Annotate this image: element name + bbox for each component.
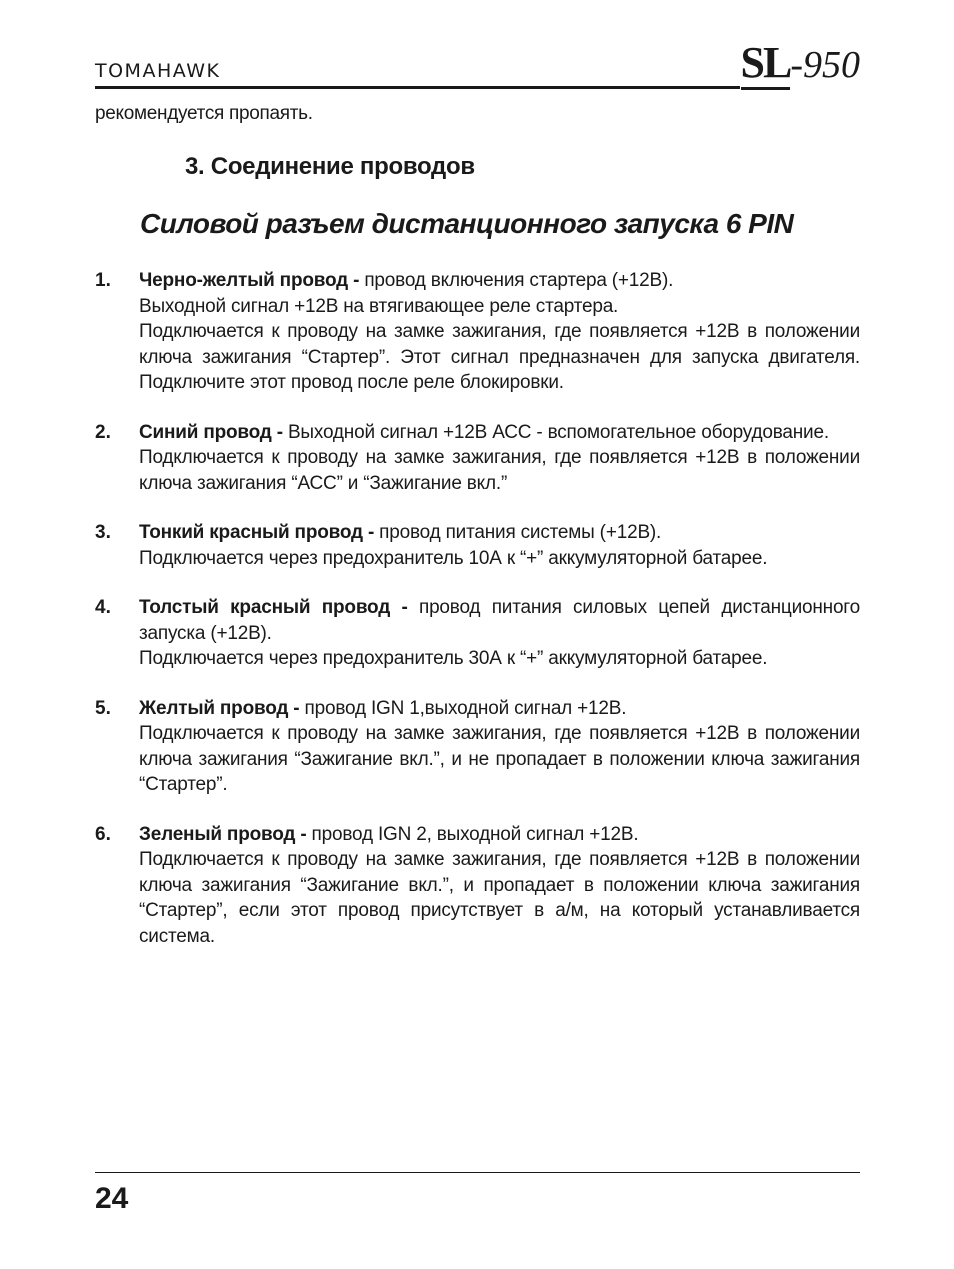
wire-description: провод IGN 2, выходной сигнал +12В.: [306, 823, 639, 845]
model-prefix: SL: [741, 38, 791, 90]
model-logo: [741, 38, 860, 90]
wire-name: Тонкий красный провод -: [139, 522, 375, 543]
item-first-line: [139, 822, 860, 848]
wire-description: провод IGN 1,выходной сигнал +12В.: [299, 697, 627, 719]
item-paragraph: Подключается к проводу на замке зажигания, где появляется +12В в положении ключа зажигания “Зажигание вкл.”, и пропадает в положении ключа зажигания “Стартер”, если этот провод присутствует в а/м, на который устанавливается система.: [139, 849, 860, 947]
item-number: 4.: [95, 597, 111, 618]
item-body: [139, 520, 860, 571]
item-paragraph: Подключается к проводу на замке зажигания, где появляется +12В в положении ключа зажигания “Стартер”. Этот сигнал предназначен для запуска двигателя. Подключите этот провод после реле блокировки.: [139, 321, 860, 393]
page-header: [95, 38, 860, 96]
wire-description: провод питания системы (+12В).: [374, 522, 662, 543]
list-item: [95, 595, 860, 672]
item-first-line: [139, 420, 860, 446]
wire-list: [95, 268, 860, 973]
item-number: 5.: [95, 697, 111, 719]
item-body: [139, 822, 860, 950]
item-number: 3.: [95, 522, 111, 543]
wire-description: провод включения стартера (+12В).: [359, 270, 674, 291]
brand-name: TOMAHAWK: [95, 60, 221, 82]
model-number: -950: [790, 44, 860, 86]
item-first-line: [139, 268, 860, 294]
section-subtitle: Силовой разъем дистанционного запуска 6 PIN: [140, 208, 794, 239]
item-paragraph: Подключается к проводу на замке зажигания, где появляется +12В в положении ключа зажигания “АСС” и “Зажигание вкл.”: [139, 447, 860, 494]
item-body: [139, 268, 860, 396]
list-item: [95, 822, 860, 950]
item-number: 6.: [95, 823, 111, 845]
wire-description: Выходной сигнал +12В АСС - вспомогательное оборудование.: [282, 421, 829, 443]
wire-name: Черно-желтый провод -: [139, 270, 360, 291]
list-item: [95, 420, 860, 497]
item-number: 2.: [95, 421, 111, 443]
footer-rule: [95, 1172, 860, 1173]
item-first-line: [139, 696, 860, 722]
intro-text: рекомендуется пропаять.: [95, 103, 313, 124]
list-item: [95, 520, 860, 571]
header-rule: [95, 86, 740, 89]
item-paragraph: Подключается через предохранитель 10А к “+” аккумуляторной батарее.: [139, 547, 768, 569]
wire-description: провод питания силовых цепей дистанционного запуска (+12В).: [139, 597, 860, 644]
wire-name: Желтый провод -: [139, 697, 300, 719]
item-first-line: [139, 520, 860, 546]
wire-name: Зеленый провод -: [139, 823, 307, 845]
item-number: 1.: [95, 270, 111, 291]
item-body: [139, 420, 860, 497]
wire-name: Толстый красный провод -: [139, 597, 408, 618]
item-paragraph: Подключается через предохранитель 30А к “+” аккумуляторной батарее.: [139, 648, 768, 669]
item-body: [139, 595, 860, 672]
section-title: 3. Соединение проводов: [185, 153, 475, 180]
item-body: [139, 696, 860, 798]
page-number: 24: [95, 1182, 129, 1215]
list-item: [95, 268, 860, 396]
item-paragraph: Выходной сигнал +12В на втягивающее реле стартера.: [139, 295, 619, 317]
item-first-line: [139, 595, 860, 646]
item-paragraph: Подключается к проводу на замке зажигания, где появляется +12В в положении ключа зажигания “Зажигание вкл.”, и не пропадает в положении ключа зажигания “Стартер”.: [139, 723, 860, 795]
list-item: [95, 696, 860, 798]
wire-name: Синий провод -: [139, 421, 283, 443]
